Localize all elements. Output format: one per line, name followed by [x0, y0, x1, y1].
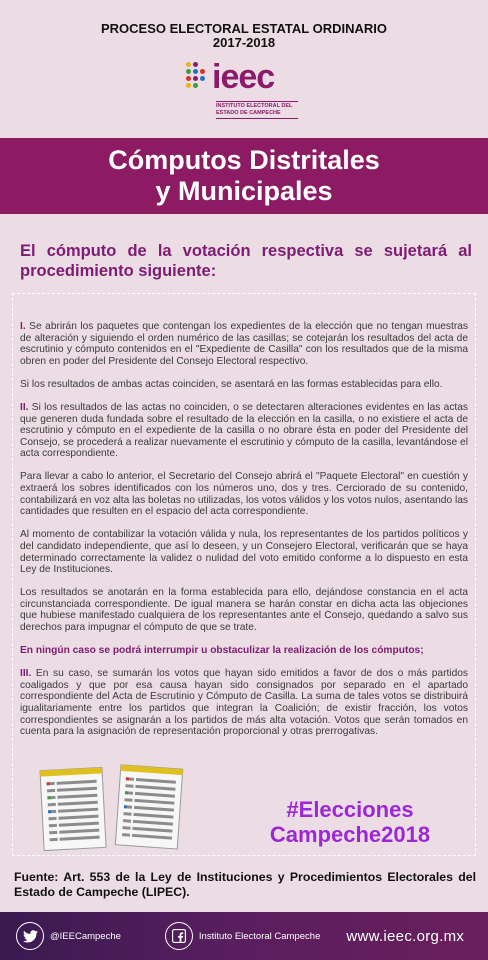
paragraph-3: II. Si los resultados de las actas no coinciden, o se detectaren alteraciones evidentes en las actas que generen duda fundada sobre el resultado de la elección en la casilla, o no existiere el acta de escrutinio y cómputo en el expediente de la casilla o no obrare ésta en poder del Presidente del Consejo, se procederá a realizar nuevamente el escrutinio y cómputo de la casilla, levantándose el acta correspondiente. — [20, 401, 468, 460]
process-years: 2017-2018 — [212, 35, 276, 50]
twitter-link[interactable] — [16, 922, 121, 950]
footer-bar — [0, 912, 488, 960]
paragraph-1: I. Se abrirán los paquetes que contengan los expedientes de la elección que no tengan muestras de alteración y siguiendo el orden numérico de las casillas; se cotejarán los resultados del acta de escrutinio y cómputo contenidos en el "Expediente de Casilla" con los resultados que de la misma obren en poder del Presidente del Consejo Electoral respectivo. — [20, 321, 468, 367]
paragraph-6: Los resultados se anotarán en la forma establecida para ello, dejándose constancia en el acta circunstanciada correspondiente. De igual manera se harán constar en dicha acta las objeciones que hubiese manifestado cualquiera de los representantes ante el Consejo, quedando a salvo sus derechos para impugnar el cómputo de que se trate. — [20, 587, 468, 633]
facebook-name: Instituto Electoral Campeche — [198, 930, 321, 942]
twitter-icon — [16, 922, 44, 950]
paragraph-5: Al momento de contabilizar la votación válida y nula, los representantes de los partidos políticos y del candidato independiente, que así lo deseen, y un Consejero Electoral, verificarán que se haya determinado correctamente la validez o nulidad del voto emitido conforme a lo dispuesto en esta Ley de Instituciones. — [20, 529, 468, 576]
paragraph-4: Para llevar a cabo lo anterior, el Secretario del Consejo abrirá el "Paquete Electoral" en cuestión y extraerá los sobres identificados con los números uno, dos y tres. Cerciorado de su contenido, contabilizará en voz alta las boletas no utilizadas, los votos válidos y los votos nulos, asentando las cantidades que resulten en el espacio del acta correspondiente. — [20, 471, 468, 518]
source-note: Fuente: Art. 553 de la Ley de Instituciones y Procedimientos Electorales del Estado de Campeche (LIPEC). — [14, 870, 476, 899]
page-title: Cómputos Distritales y Municipales — [108, 145, 380, 206]
logo-dots-icon — [186, 62, 210, 102]
logo-wordmark: ieec — [212, 58, 275, 96]
process-title: PROCESO ELECTORAL ESTATAL ORDINARIO — [100, 21, 388, 36]
subtitle: El cómputo de la votación respectiva se sujetará al procedimiento siguiente: — [20, 242, 472, 280]
ballot-document-icon — [38, 763, 188, 853]
content-body — [20, 321, 468, 749]
facebook-link[interactable] — [165, 922, 320, 950]
logo-subtitle: INSTITUTO ELECTORAL DEL ESTADO DE CAMPECHE — [216, 101, 298, 119]
website-link[interactable]: www.ieec.org.mx — [346, 927, 465, 945]
title-band — [0, 138, 488, 214]
paragraph-7-highlight: En ningún caso se podrá interrumpir u obstaculizar la realización de los cómputos; — [20, 645, 424, 657]
paragraph-8: III. En su caso, se sumarán los votos que hayan sido emitidos a favor de dos o más partidos coaligados y que por esa causa hayan sido consignados por separado en el apartado correspondiente del Acta de Escrutinio y Cómputo de Casilla. La suma de tales votos se distribuirá igualitariamente entre los partidos que integran la Coalición; de existir fracción, los votos correspondientes se asignarán a los partidos de más alta votación. Votos que serán tomados en cuenta para la asignación de representación proporcional y otras prerrogativas. — [20, 668, 468, 738]
paragraph-2: Si los resultados de ambas actas coinciden, se asentará en las formas establecidas para ello. — [20, 378, 443, 390]
twitter-handle: @IEECampeche — [50, 930, 121, 942]
process-header — [0, 22, 488, 50]
ieec-logo — [186, 58, 306, 120]
facebook-icon — [165, 922, 193, 950]
campaign-hashtag: #Elecciones Campeche2018 — [269, 797, 431, 847]
